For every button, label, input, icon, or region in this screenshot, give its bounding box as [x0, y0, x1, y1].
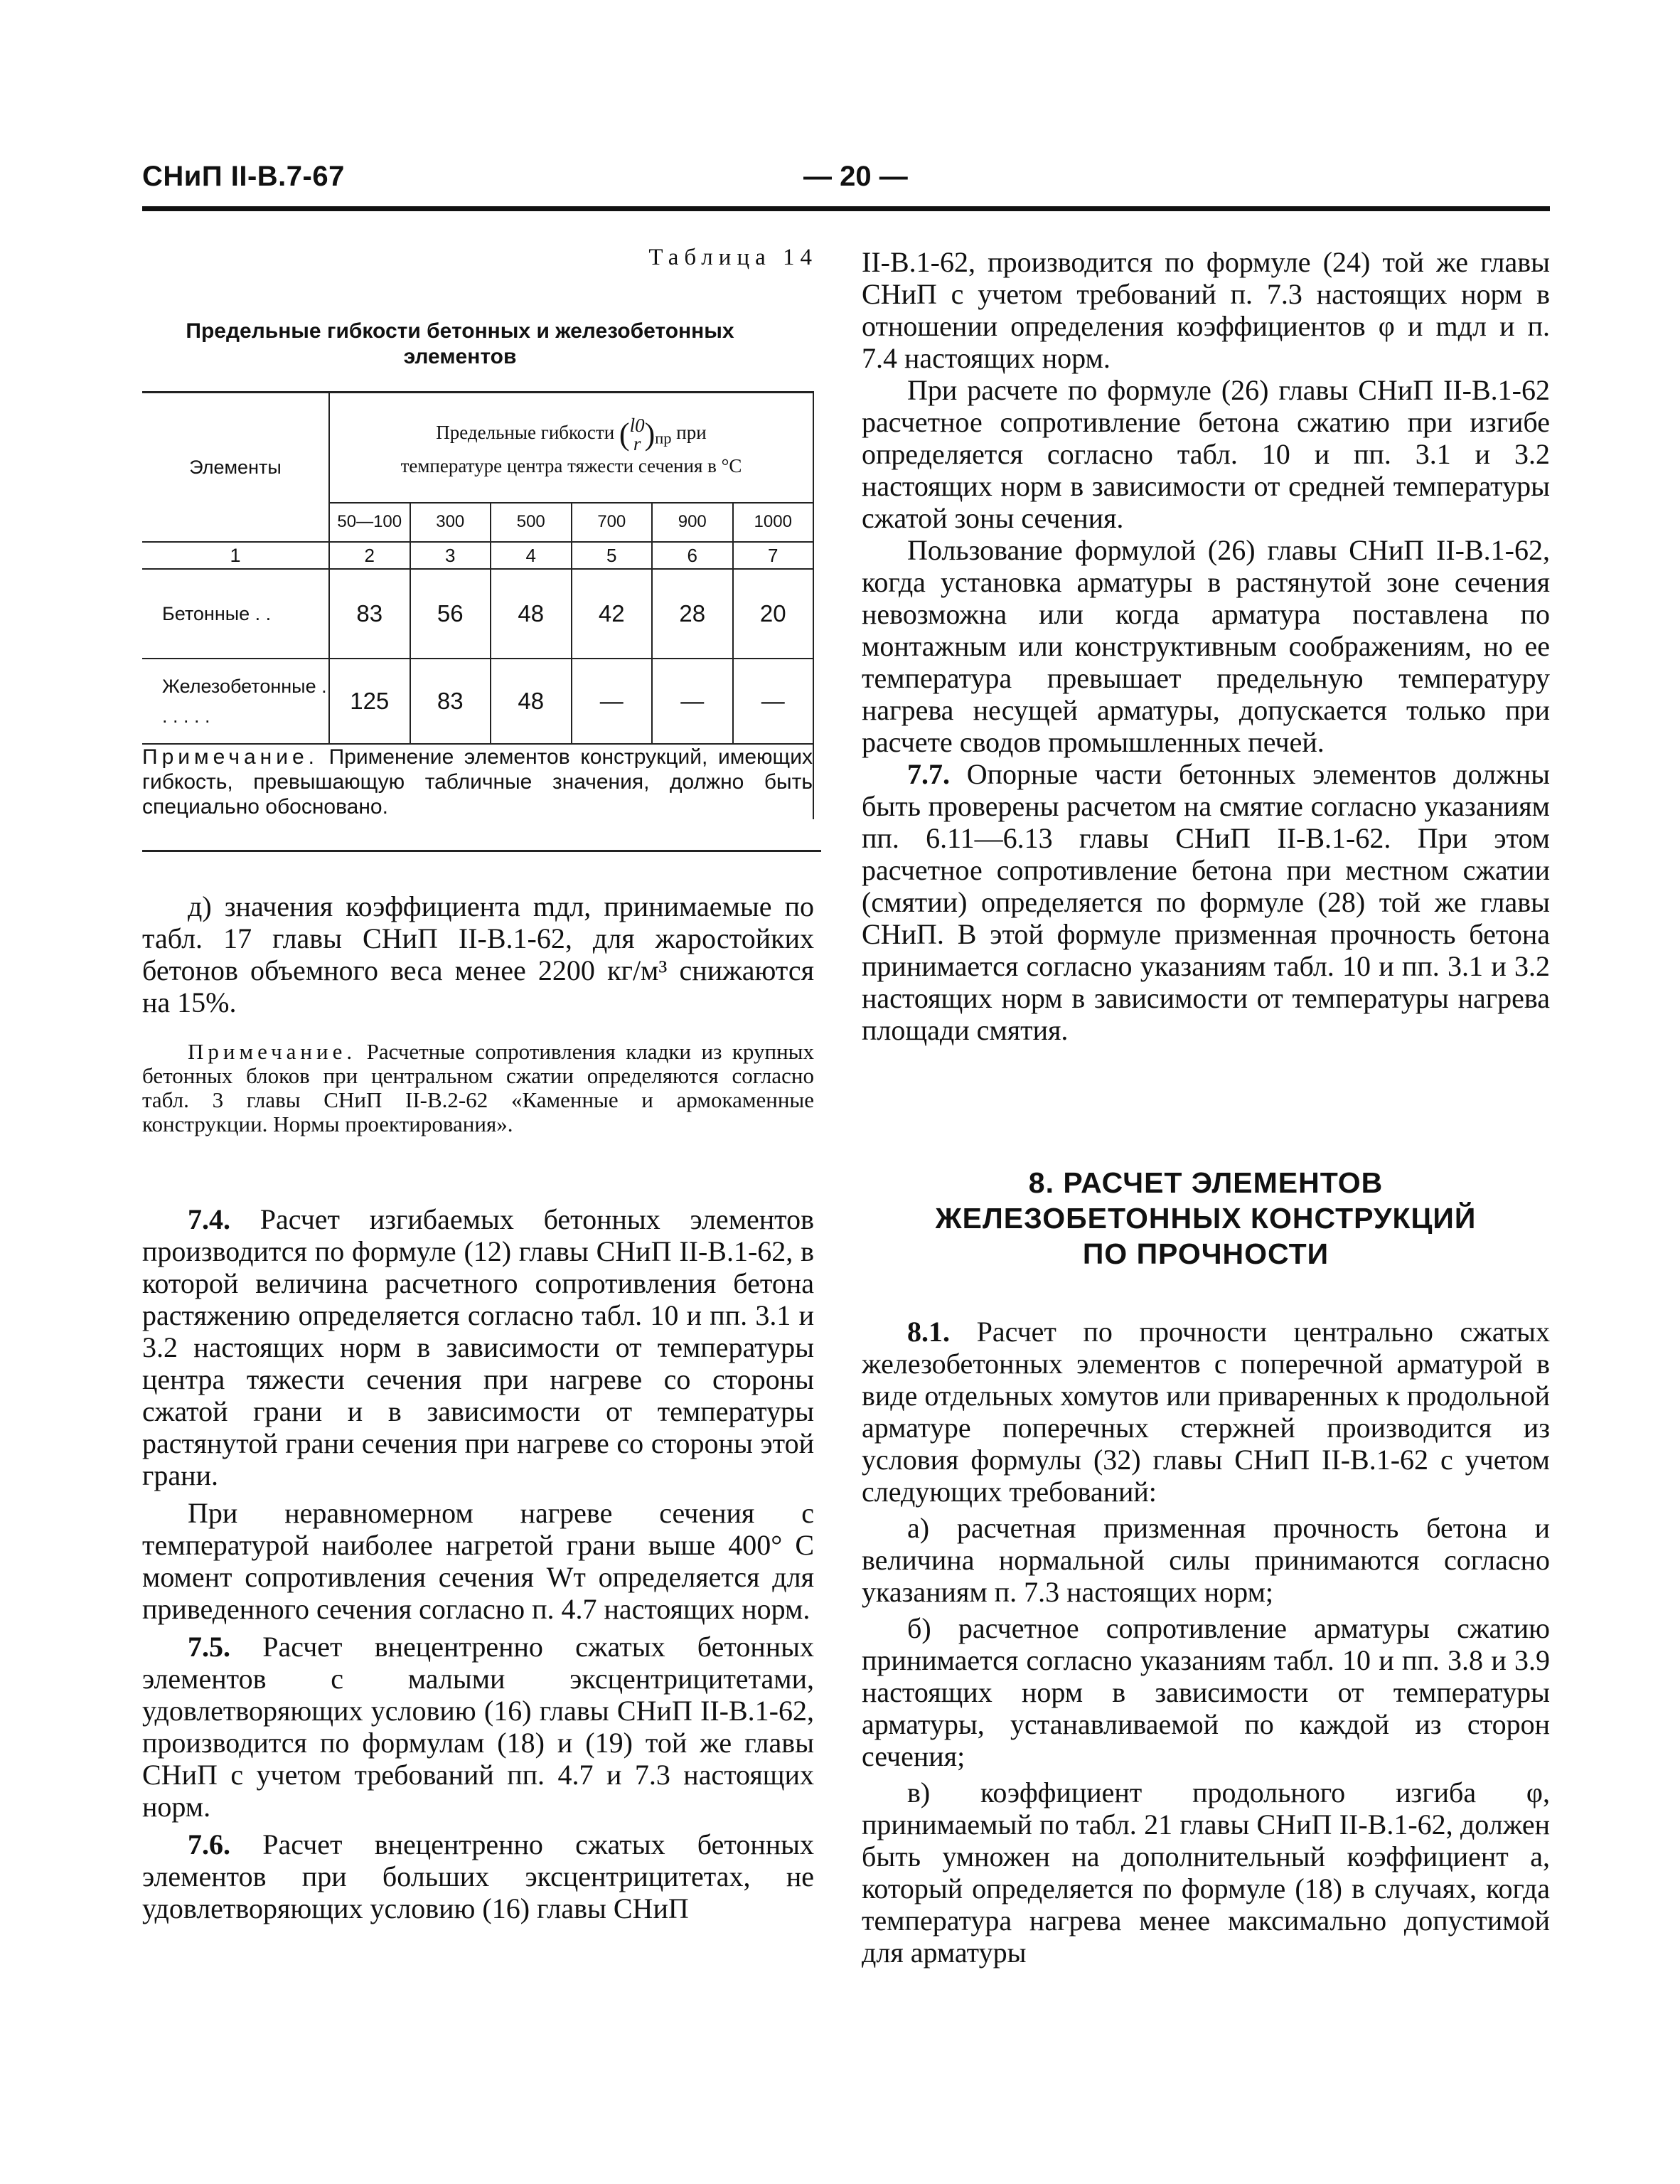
- col-num: 6: [652, 542, 733, 569]
- row-value: 56: [410, 569, 491, 659]
- limit-line2: температуре центра тяжести сечения в °С: [400, 455, 742, 477]
- column-number-row: [142, 542, 813, 569]
- table-title: Предельные гибкости бетонных и железобетонных элементов: [186, 319, 734, 368]
- p81-text: Расчет по прочности центрально сжатых железобетонных элементов с поперечной арматурой в виде отдельных хомутов или приваренных к продольной арматуре поперечных стержней производится из условия формулы (32) главы СНиП II-В.1-62 с учетом следующих требований:: [862, 1316, 1550, 1508]
- row-value: 28: [652, 569, 733, 659]
- temp-cell: 500: [491, 503, 572, 542]
- left-column-upper: [142, 890, 814, 1136]
- left-column-lower: [142, 1203, 814, 1924]
- col-num: 4: [491, 542, 572, 569]
- table-note-label: Примечание.: [142, 745, 319, 769]
- p76-number: 7.6.: [188, 1828, 230, 1860]
- row-element: Железобетонные . . . . . .: [142, 659, 329, 744]
- note-2: [142, 1040, 814, 1136]
- p81-number: 8.1.: [907, 1316, 950, 1348]
- table-header-limit: Предельные гибкости (l0 r )$_{пр}$ при температуре центра тяжести сечения в °С: [329, 393, 813, 503]
- col-num: 1: [142, 542, 329, 569]
- right-column-upper: [862, 246, 1550, 1046]
- temp-cell: 900: [652, 503, 733, 542]
- row-value: 83: [410, 659, 491, 744]
- section-title-line-1: 8. РАСЧЕТ ЭЛЕМЕНТОВ: [1028, 1166, 1384, 1199]
- frac-denominator: r: [633, 433, 641, 455]
- item-v: в) коэффициент продольного изгиба φ, принимаемый по табл. 21 главы СНиП II-В.1-62, должен быть умножен на дополнительный коэффициент a, который определяется по формуле (18) в случаях, когда температура нагрева менее максимально допустимой для арматуры: [862, 1777, 1550, 1969]
- row-value: 48: [491, 569, 572, 659]
- table-bottom-rule: [142, 850, 821, 852]
- section-title-line-3: ПО ПРОЧНОСТИ: [1082, 1237, 1329, 1270]
- document-code: СНиП II-В.7-67: [142, 161, 345, 192]
- p77-text: Опорные части бетонных элементов должны быть проверены расчетом на смятие согласно указаниям пп. 6.11—6.13 главы СНиП II-В.1-62. При этом расчетное сопротивление бетона при местном сжатии (смятии) определяется по формуле (28) той же главы СНиП. В этой формуле призменная прочность бетона принимается согласно указаниям табл. 10 и пп. 3.1 и 3.2 настоящих норм в зависимости от температуры нагрева площади смятия.: [862, 758, 1551, 1046]
- frac-numerator: l0: [629, 415, 645, 437]
- paragraph-7-4: [142, 1203, 814, 1491]
- table-note-row: [142, 744, 813, 819]
- paragraph-7-5: [142, 1631, 814, 1823]
- p74-text: Расчет изгибаемых бетонных элементов производится по формуле (12) главы СНиП II-В.1-62, в которой величина расчетного сопротивления бетона растяжению определяется согласно табл. 10 и пп. 3.1 и 3.2 настоящих норм в зависимости от температуры центра тяжести сечения при нагреве со стороны сжатой грани и в зависимости от температуры растянутой грани сечения при нагреве со стороны этой грани.: [142, 1203, 814, 1491]
- row-value: 48: [491, 659, 572, 744]
- paragraph-7-4b: При неравномерном нагреве сечения с температурой наиболее нагретой грани выше 400° С момент сопротивления сечения Wт определяется для приведенного сечения согласно п. 4.7 настоящих норм.: [142, 1497, 814, 1625]
- paragraph-7-7: [862, 758, 1550, 1046]
- note-2-text: Расчетные сопротивления кладки из крупных бетонных блоков при центральном сжатии определяются согласно табл. 3 главы СНиП II-В.2-62 «Каменные и армокаменные конструкции. Нормы проектирования».: [142, 1039, 814, 1136]
- col-num: 3: [410, 542, 491, 569]
- p76-text: Расчет внецентренно сжатых бетонных элементов при больших эксцентрицитетах, не удовлетворяющих условию (16) главы СНиП: [142, 1828, 814, 1924]
- paragraph-7-6b: При расчете по формуле (26) главы СНиП II-В.1-62 расчетное сопротивление бетона сжатию при изгибе определяется согласно табл. 10 и пп. 3.1 и 3.2 настоящих норм в зависимости от средней температуры сжатой зоны сечения.: [862, 374, 1550, 534]
- paragraph-8-1: [862, 1316, 1550, 1508]
- p75-number: 7.5.: [188, 1631, 230, 1663]
- row-value: 20: [733, 569, 814, 659]
- table-note-text: Применение элементов конструкций, имеющих гибкость, превышающую табличные значения, должно быть специально обосновано.: [142, 745, 813, 819]
- row-element: Бетонные . .: [142, 569, 329, 659]
- row-value: 125: [329, 659, 410, 744]
- table-note: [142, 744, 813, 819]
- temp-cell: 50—100: [329, 503, 410, 542]
- paragraph-7-6: [142, 1828, 814, 1924]
- col-num: 7: [733, 542, 814, 569]
- item-b: б) расчетное сопротивление арматуры сжатию принимается согласно указаниям табл. 10 и пп. 3.8 и 3.9 настоящих норм в зависимости от температуры арматуры, устанавливаемой по каждой из сторон сечения;: [862, 1612, 1550, 1772]
- limit-prefix: Предельные гибкости: [436, 422, 615, 444]
- section-heading: [862, 1165, 1550, 1272]
- table-14: [142, 391, 814, 819]
- limit-fraction: [630, 416, 645, 453]
- row-value: —: [572, 659, 653, 744]
- slenderness-table: [142, 391, 814, 819]
- row-value: 42: [572, 569, 653, 659]
- section-title-line-2: ЖЕЛЕЗОБЕТОННЫХ КОНСТРУКЦИЙ: [935, 1202, 1477, 1235]
- paragraph-7-6c: Пользование формулой (26) главы СНиП II-В.1-62, когда установка арматуры в растянутой зоне сечения невозможна или когда арматура поставлена по монтажным или конструктивным соображениям, но ее температура превышает предельную температуру нагрева несущей арматуры, допускается только при расчете сводов промышленных печей.: [862, 534, 1550, 758]
- limit-suffix: при: [676, 422, 707, 444]
- row-value: —: [733, 659, 814, 744]
- paragraph-7-6-cont: II-В.1-62, производится по формуле (24) той же главы СНиП с учетом требований п. 7.3 настоящих норм в отношении определения коэффициентов φ и mдл и п. 7.4 настоящих норм.: [862, 246, 1550, 374]
- temp-cell: 700: [572, 503, 653, 542]
- col-num: 2: [329, 542, 410, 569]
- page-number: — 20 —: [803, 161, 908, 192]
- row-value: —: [652, 659, 733, 744]
- table-label: Таблица 14: [648, 245, 818, 270]
- right-column-lower: [862, 1316, 1550, 1969]
- p74-number: 7.4.: [188, 1203, 230, 1235]
- table-row: [142, 569, 813, 659]
- table-header-elements: Элементы: [142, 393, 329, 543]
- note-2-label: Примечание.: [188, 1039, 357, 1064]
- item-a: а) расчетная призменная прочность бетона и величина нормальной силы принимаются согласно указаниям п. 7.3 настоящих норм;: [862, 1512, 1550, 1608]
- limit-subscript: пр: [655, 430, 672, 448]
- table-row: [142, 659, 813, 744]
- col-num: 5: [572, 542, 653, 569]
- item-d: д) значения коэффициента mдл, принимаемые по табл. 17 главы СНиП II-В.1-62, для жаростойких бетонов объемного веса менее 2200 кг/м³ снижаются на 15%.: [142, 890, 814, 1018]
- temp-cell: 300: [410, 503, 491, 542]
- temp-cell: 1000: [733, 503, 814, 542]
- header-rule: [142, 206, 1550, 211]
- p75-text: Расчет внецентренно сжатых бетонных элементов с малыми эксцентрицитетами, удовлетворяющих условию (16) главы СНиП II-В.1-62, производится по формулам (18) и (19) той же главы СНиП с учетом требований пп. 4.7 и 7.3 настоящих норм.: [142, 1631, 814, 1823]
- p77-number: 7.7.: [907, 758, 950, 790]
- row-value: 83: [329, 569, 410, 659]
